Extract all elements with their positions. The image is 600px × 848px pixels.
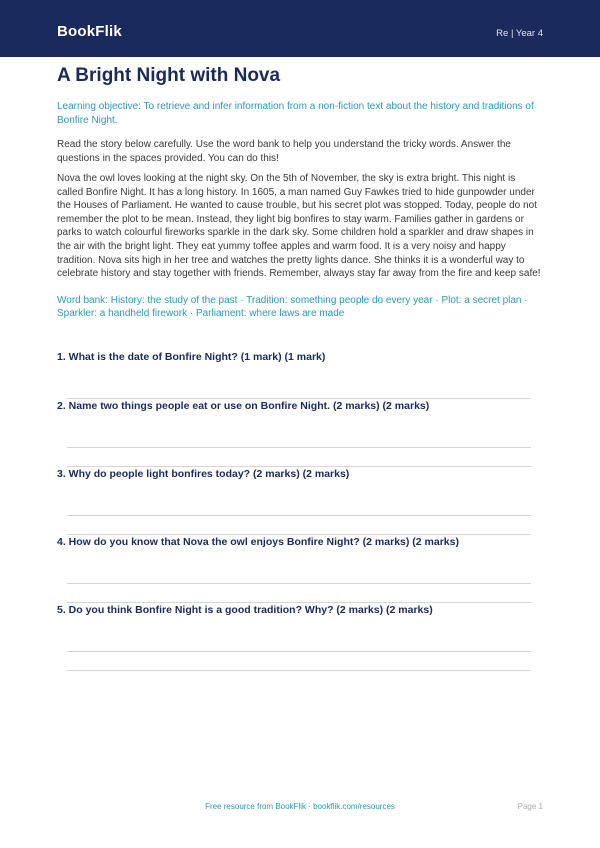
- worksheet-content: [57, 64, 543, 321]
- question-text: 3. Why do people light bonfires today? (2 marks) (2 marks): [57, 468, 350, 480]
- question-text: 4. How do you know that Nova the owl enjoys Bonfire Night? (2 marks) (2 marks): [57, 536, 459, 548]
- learning-objective: Learning objective: To retrieve and infer information from a non-fiction text about the history and traditions of Bonfire Night.: [57, 101, 534, 126]
- brand-logo[interactable]: BookFlik: [57, 23, 122, 40]
- word-bank: Word bank: History: the study of the past · Tradition: something people do every year · Plot: a secret plan · Sparkler: a handheld firework · Parliament: where laws are made: [57, 294, 528, 320]
- answer-line[interactable]: [67, 670, 531, 671]
- story-text: Nova the owl loves looking at the night sky. On the 5th of November, the sky is extra bright. This night is called Bonfire Night. It has a long history. In 1605, a man named Guy Fawkes tried to hide gunpowder under the Houses of Parliament. He wanted to cause trouble, but his secret plot was stopped. Today, people do not remember the plot to be mean. Instead, they light big bonfires to stay warm. Families gather in gardens or parks to watch colourful fireworks sparkle in the dark sky. Some children hold a sparkler and draw shapes in the air with the bright light. They eat yummy toffee apples and warm food. It is a very noisy and happy tradition. Nova sits high in her tree and watches the pretty lights dance. She thinks it is a wonderful way to celebrate history and stay together with friends. Remember, always stay far away from the fire and keep safe!: [57, 173, 541, 280]
- answer-line[interactable]: [67, 651, 531, 652]
- answer-line[interactable]: [67, 447, 531, 448]
- question-text: 1. What is the date of Bonfire Night? (1 mark) (1 mark): [57, 351, 326, 363]
- answer-line[interactable]: [67, 515, 531, 516]
- question-text: 2. Name two things people eat or use on Bonfire Night. (2 marks) (2 marks): [57, 400, 430, 412]
- question-2: [57, 399, 543, 413]
- question-5: [57, 603, 543, 617]
- header-meta: Re | Year 4: [496, 28, 543, 39]
- page-number: Page 1: [517, 802, 543, 811]
- question-3: [57, 467, 543, 481]
- footer-link-text[interactable]: Free resource from BookFlik · bookflik.com/resources: [205, 802, 395, 811]
- question-1: [57, 350, 543, 364]
- header-bar: [0, 0, 600, 57]
- answer-line[interactable]: [67, 583, 531, 584]
- question-4: [57, 535, 543, 549]
- instructions: Read the story below carefully. Use the word bank to help you understand the tricky words. Answer the questions in the spaces provided. You can do this!: [57, 139, 511, 164]
- footer-credit[interactable]: [0, 802, 600, 811]
- question-text: 5. Do you think Bonfire Night is a good tradition? Why? (2 marks) (2 marks): [57, 604, 433, 616]
- page-title: A Bright Night with Nova: [57, 65, 281, 86]
